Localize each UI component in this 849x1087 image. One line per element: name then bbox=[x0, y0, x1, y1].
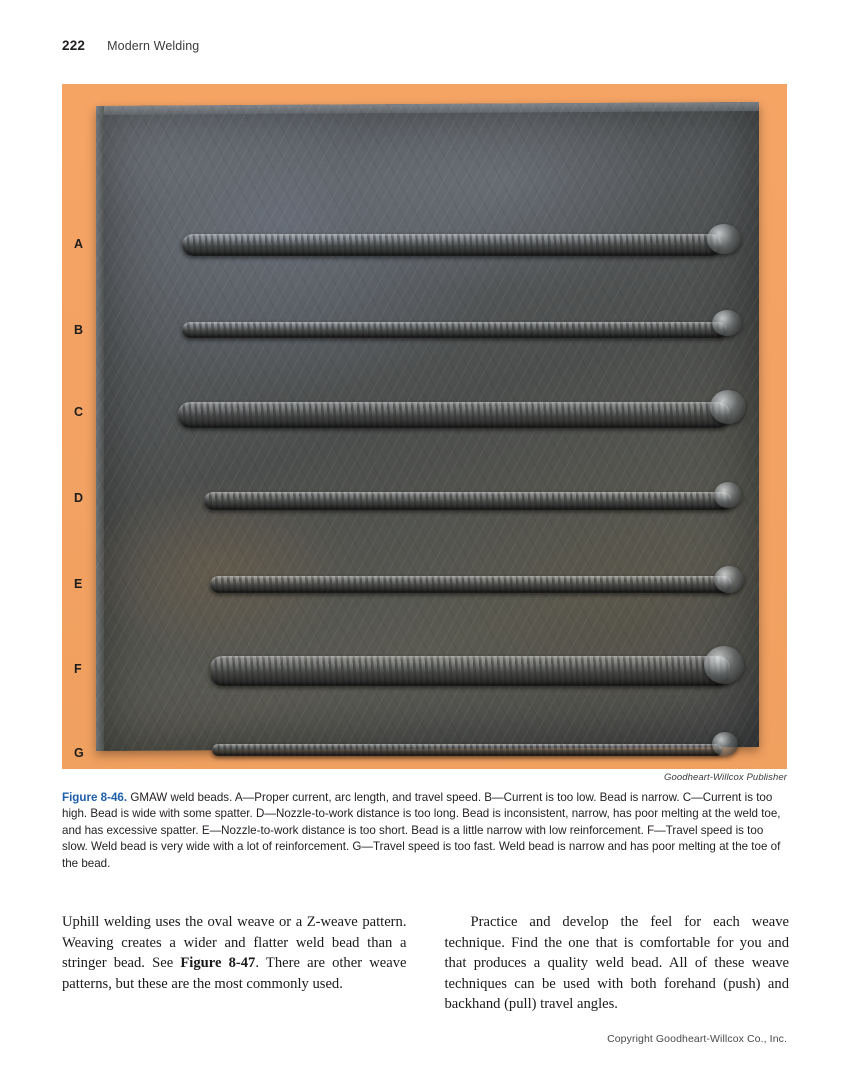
weld-bead-a-crater bbox=[707, 224, 741, 254]
weld-bead-a bbox=[182, 234, 722, 256]
body-column-right bbox=[445, 912, 790, 1015]
left-column-text-part2: . There are other weave patterns, but these are the most commonly used. bbox=[62, 955, 407, 992]
figure-caption bbox=[62, 790, 789, 872]
bead-label-b: B bbox=[74, 323, 84, 337]
plate-left-edge bbox=[96, 106, 104, 751]
weld-bead-d-crater bbox=[714, 482, 742, 508]
bead-label-g: G bbox=[74, 746, 85, 760]
figure-block bbox=[62, 84, 787, 783]
weld-bead-b bbox=[182, 322, 727, 338]
weld-bead-c bbox=[178, 402, 730, 428]
weld-bead-e bbox=[210, 576, 732, 593]
weld-bead-d bbox=[204, 492, 732, 510]
bead-label-d: D bbox=[74, 491, 84, 505]
figure-credit: Goodheart-Willcox Publisher bbox=[664, 772, 787, 783]
bead-label-f: F bbox=[74, 662, 83, 676]
body-column-left bbox=[62, 912, 407, 1015]
book-title: Modern Welding bbox=[107, 39, 200, 53]
figure-image bbox=[62, 84, 787, 769]
bead-label-e: E bbox=[74, 577, 83, 591]
copyright-notice: Copyright Goodheart-Willcox Co., Inc. bbox=[607, 1033, 787, 1045]
weld-bead-g-crater bbox=[712, 732, 738, 756]
page-number: 222 bbox=[62, 38, 86, 53]
figure-cross-reference: Figure 8-47 bbox=[180, 955, 256, 972]
weld-bead-f-crater bbox=[704, 646, 744, 684]
left-column-text-part1: Uphill welding uses the oval weave or a Z-weave pattern. Weaving creates a wider and flatter weld bead than a stringer bead. See bbox=[62, 914, 407, 972]
weld-bead-b-crater bbox=[712, 310, 742, 336]
figure-caption-text: GMAW weld beads. A—Proper current, arc length, and travel speed. B—Current is too low. Bead is narrow. C—Current is too high. Bead is wide with some spatter. D—Nozzle-to-work distance is too long. Bead is inconsistent, narrow, has poor melting at the weld toe, and has excessive spatter. E—Nozzle-to-work distance is too short. Bead is a little narrow with low reinforcement. F—Travel speed is too slow. Weld bead is very wide with a lot of reinforcement. G—Travel speed is too fast. Weld bead is narrow and has poor melting at the toe of the bead. bbox=[62, 791, 781, 870]
running-head bbox=[62, 38, 199, 53]
weld-bead-e-crater bbox=[714, 566, 744, 593]
body-columns bbox=[62, 912, 789, 1015]
plate-top-edge bbox=[96, 102, 759, 115]
figure-caption-label: Figure 8-46. bbox=[62, 791, 128, 804]
bead-label-a: A bbox=[74, 237, 84, 251]
right-column-text: Practice and develop the feel for each weave technique. Find the one that is comfortable for you and that produces a quality weld bead. All of these weave techniques can be used with both forehand (push) and backhand (pull) travel angles. bbox=[444, 914, 789, 1013]
weld-bead-f bbox=[210, 656, 730, 686]
weld-bead-c-crater bbox=[710, 390, 746, 424]
bead-label-c: C bbox=[74, 405, 84, 419]
weld-bead-g bbox=[212, 744, 722, 756]
